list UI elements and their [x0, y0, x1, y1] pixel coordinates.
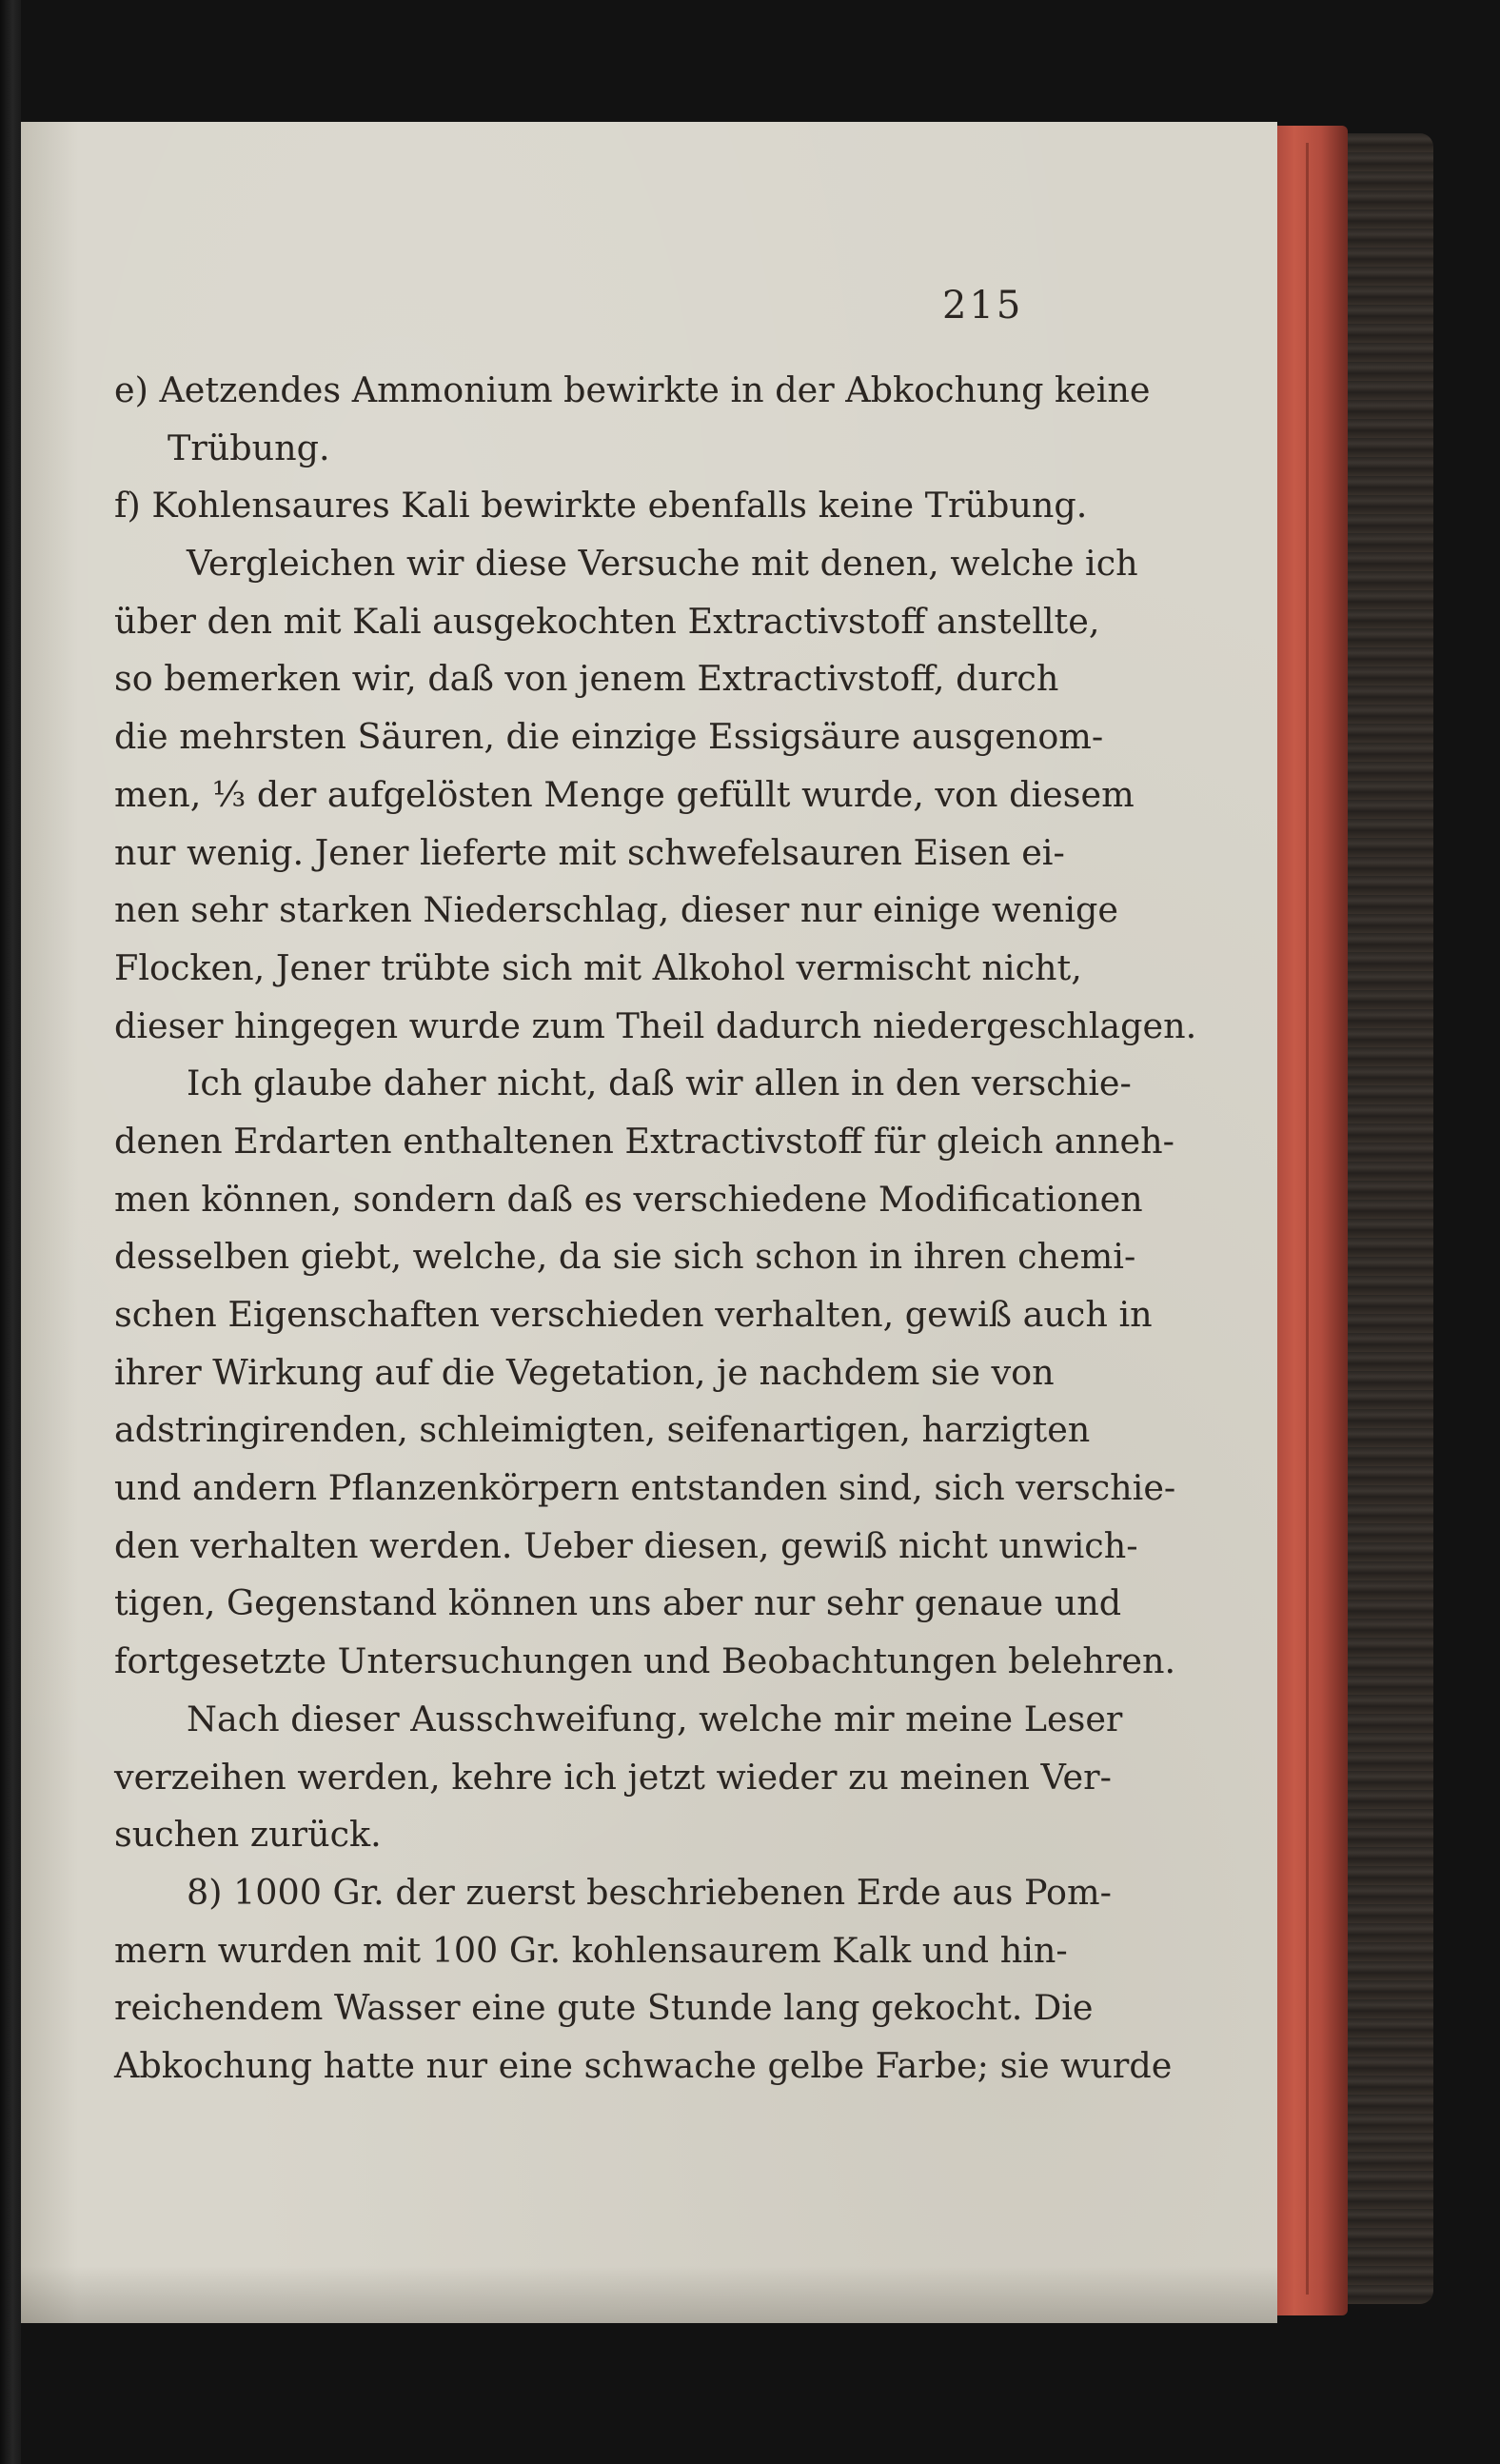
text-line: desselben giebt, welche, da sie sich schon in ihren chemi- — [114, 1236, 1136, 1278]
text-line: die mehrsten Säuren, die einzige Essigsäure ausgenom- — [114, 716, 1104, 758]
text-line: f) Kohlensaures Kali bewirkte ebenfalls keine Trübung. — [114, 485, 1088, 527]
text-line: Ich glaube daher nicht, daß wir allen in den verschie- — [187, 1063, 1132, 1104]
text-line: 8) 1000 Gr. der zuerst beschriebenen Erde aus Pom- — [187, 1871, 1112, 1913]
text-line: fortgesetzte Untersuchungen und Beobachtungen belehren. — [114, 1640, 1176, 1682]
text-line: den verhalten werden. Ueber diesen, gewiß nicht unwich- — [114, 1524, 1138, 1566]
text-line: und andern Pflanzenkörpern entstanden sind, sich verschie- — [114, 1467, 1176, 1509]
red-page-edge — [1272, 126, 1348, 2315]
text-line: suchen zurück. — [114, 1814, 382, 1856]
body-text — [114, 362, 1197, 2096]
text-line: nen sehr starken Niederschlag, dieser nur einige wenige — [114, 889, 1118, 931]
book-spine — [1348, 133, 1433, 2304]
text-line: reichendem Wasser eine gute Stunde lang gekocht. Die — [114, 1987, 1094, 2029]
text-line: nur wenig. Jener lieferte mit schwefelsauren Eisen ei- — [114, 831, 1065, 873]
text-line: verzeihen werden, kehre ich jetzt wieder zu meinen Ver- — [114, 1756, 1112, 1798]
text-line: Nach dieser Ausschweifung, welche mir meine Leser — [187, 1698, 1123, 1739]
text-line: Vergleichen wir diese Versuche mit denen, welche ich — [187, 543, 1138, 585]
red-edge-crease — [1306, 143, 1309, 2295]
text-line: so bemerken wir, daß von jenem Extractivstoff, durch — [114, 658, 1059, 700]
text-line: adstringirenden, schleimigten, seifenartigen, harzigten — [114, 1409, 1091, 1451]
text-line: Abkochung hatte nur eine schwache gelbe Farbe; sie wurde — [114, 2044, 1173, 2086]
text-line: über den mit Kali ausgekochten Extractivstoff anstellte, — [114, 600, 1100, 642]
text-line: ihrer Wirkung auf die Vegetation, je nachdem sie von — [114, 1351, 1055, 1393]
text-line: dieser hingegen wurde zum Theil dadurch niedergeschlagen. — [114, 1004, 1197, 1046]
text-line: men können, sondern daß es verschiedene Modificationen — [114, 1178, 1143, 1220]
text-line: schen Eigenschaften verschieden verhalten, gewiß auch in — [114, 1294, 1153, 1335]
text-line: tigen, Gegenstand können uns aber nur sehr genaue und — [114, 1582, 1122, 1624]
page-shadow — [21, 2266, 1277, 2323]
text-line: men, ⅓ der aufgelösten Menge gefüllt wurde, von diesem — [114, 773, 1135, 815]
text-line: e) Aetzendes Ammonium bewirkte in der Abkochung keine — [114, 369, 1151, 410]
text-line: mern wurden mit 100 Gr. kohlensaurem Kalk und hin- — [114, 1929, 1068, 1971]
left-page-edge — [0, 0, 21, 2464]
page-number: 215 — [942, 284, 1024, 328]
text-line: Trübung. — [168, 427, 330, 468]
text-line: denen Erdarten enthaltenen Extractivstoff für gleich anneh- — [114, 1120, 1174, 1162]
text-line: Flocken, Jener trübte sich mit Alkohol vermischt nicht, — [114, 946, 1082, 988]
